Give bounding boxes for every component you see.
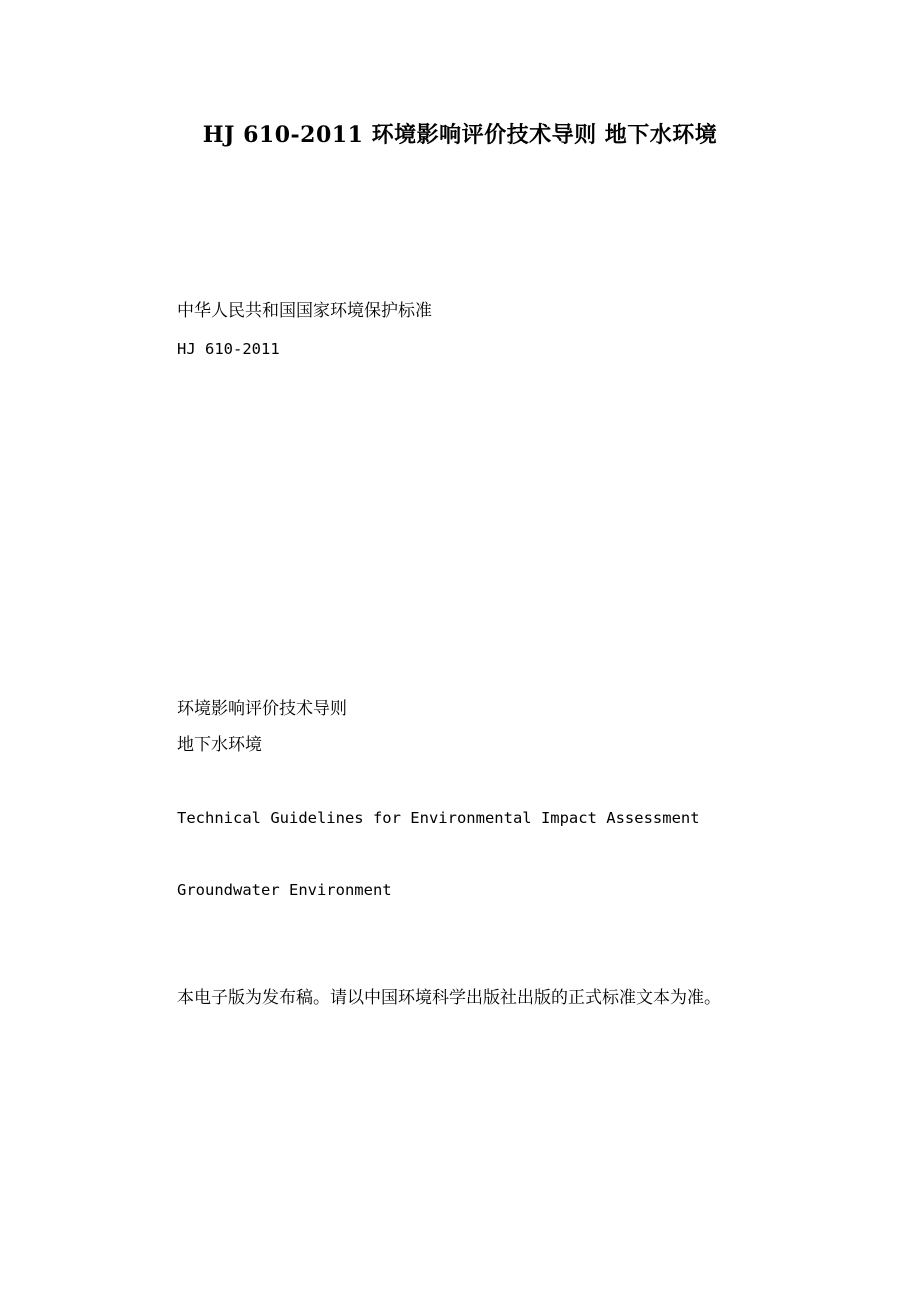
standard-name-cn-line1: 环境影响评价技术导则	[177, 699, 347, 719]
issuer-text: 中华人民共和国国家环境保护标准	[177, 301, 432, 321]
standard-code: HJ 610-2011	[177, 340, 280, 358]
document-title: HJ 610-2011 环境影响评价技术导则 地下水环境	[202, 122, 718, 148]
publication-notice: 本电子版为发布稿。请以中国环境科学出版社出版的正式标准文本为准。	[177, 988, 721, 1008]
standard-name-en-line1: Technical Guidelines for Environmental Impact Assessment	[177, 809, 700, 827]
standard-name-cn-line2: 地下水环境	[177, 735, 262, 755]
standard-name-en-line2: Groundwater Environment	[177, 881, 392, 899]
